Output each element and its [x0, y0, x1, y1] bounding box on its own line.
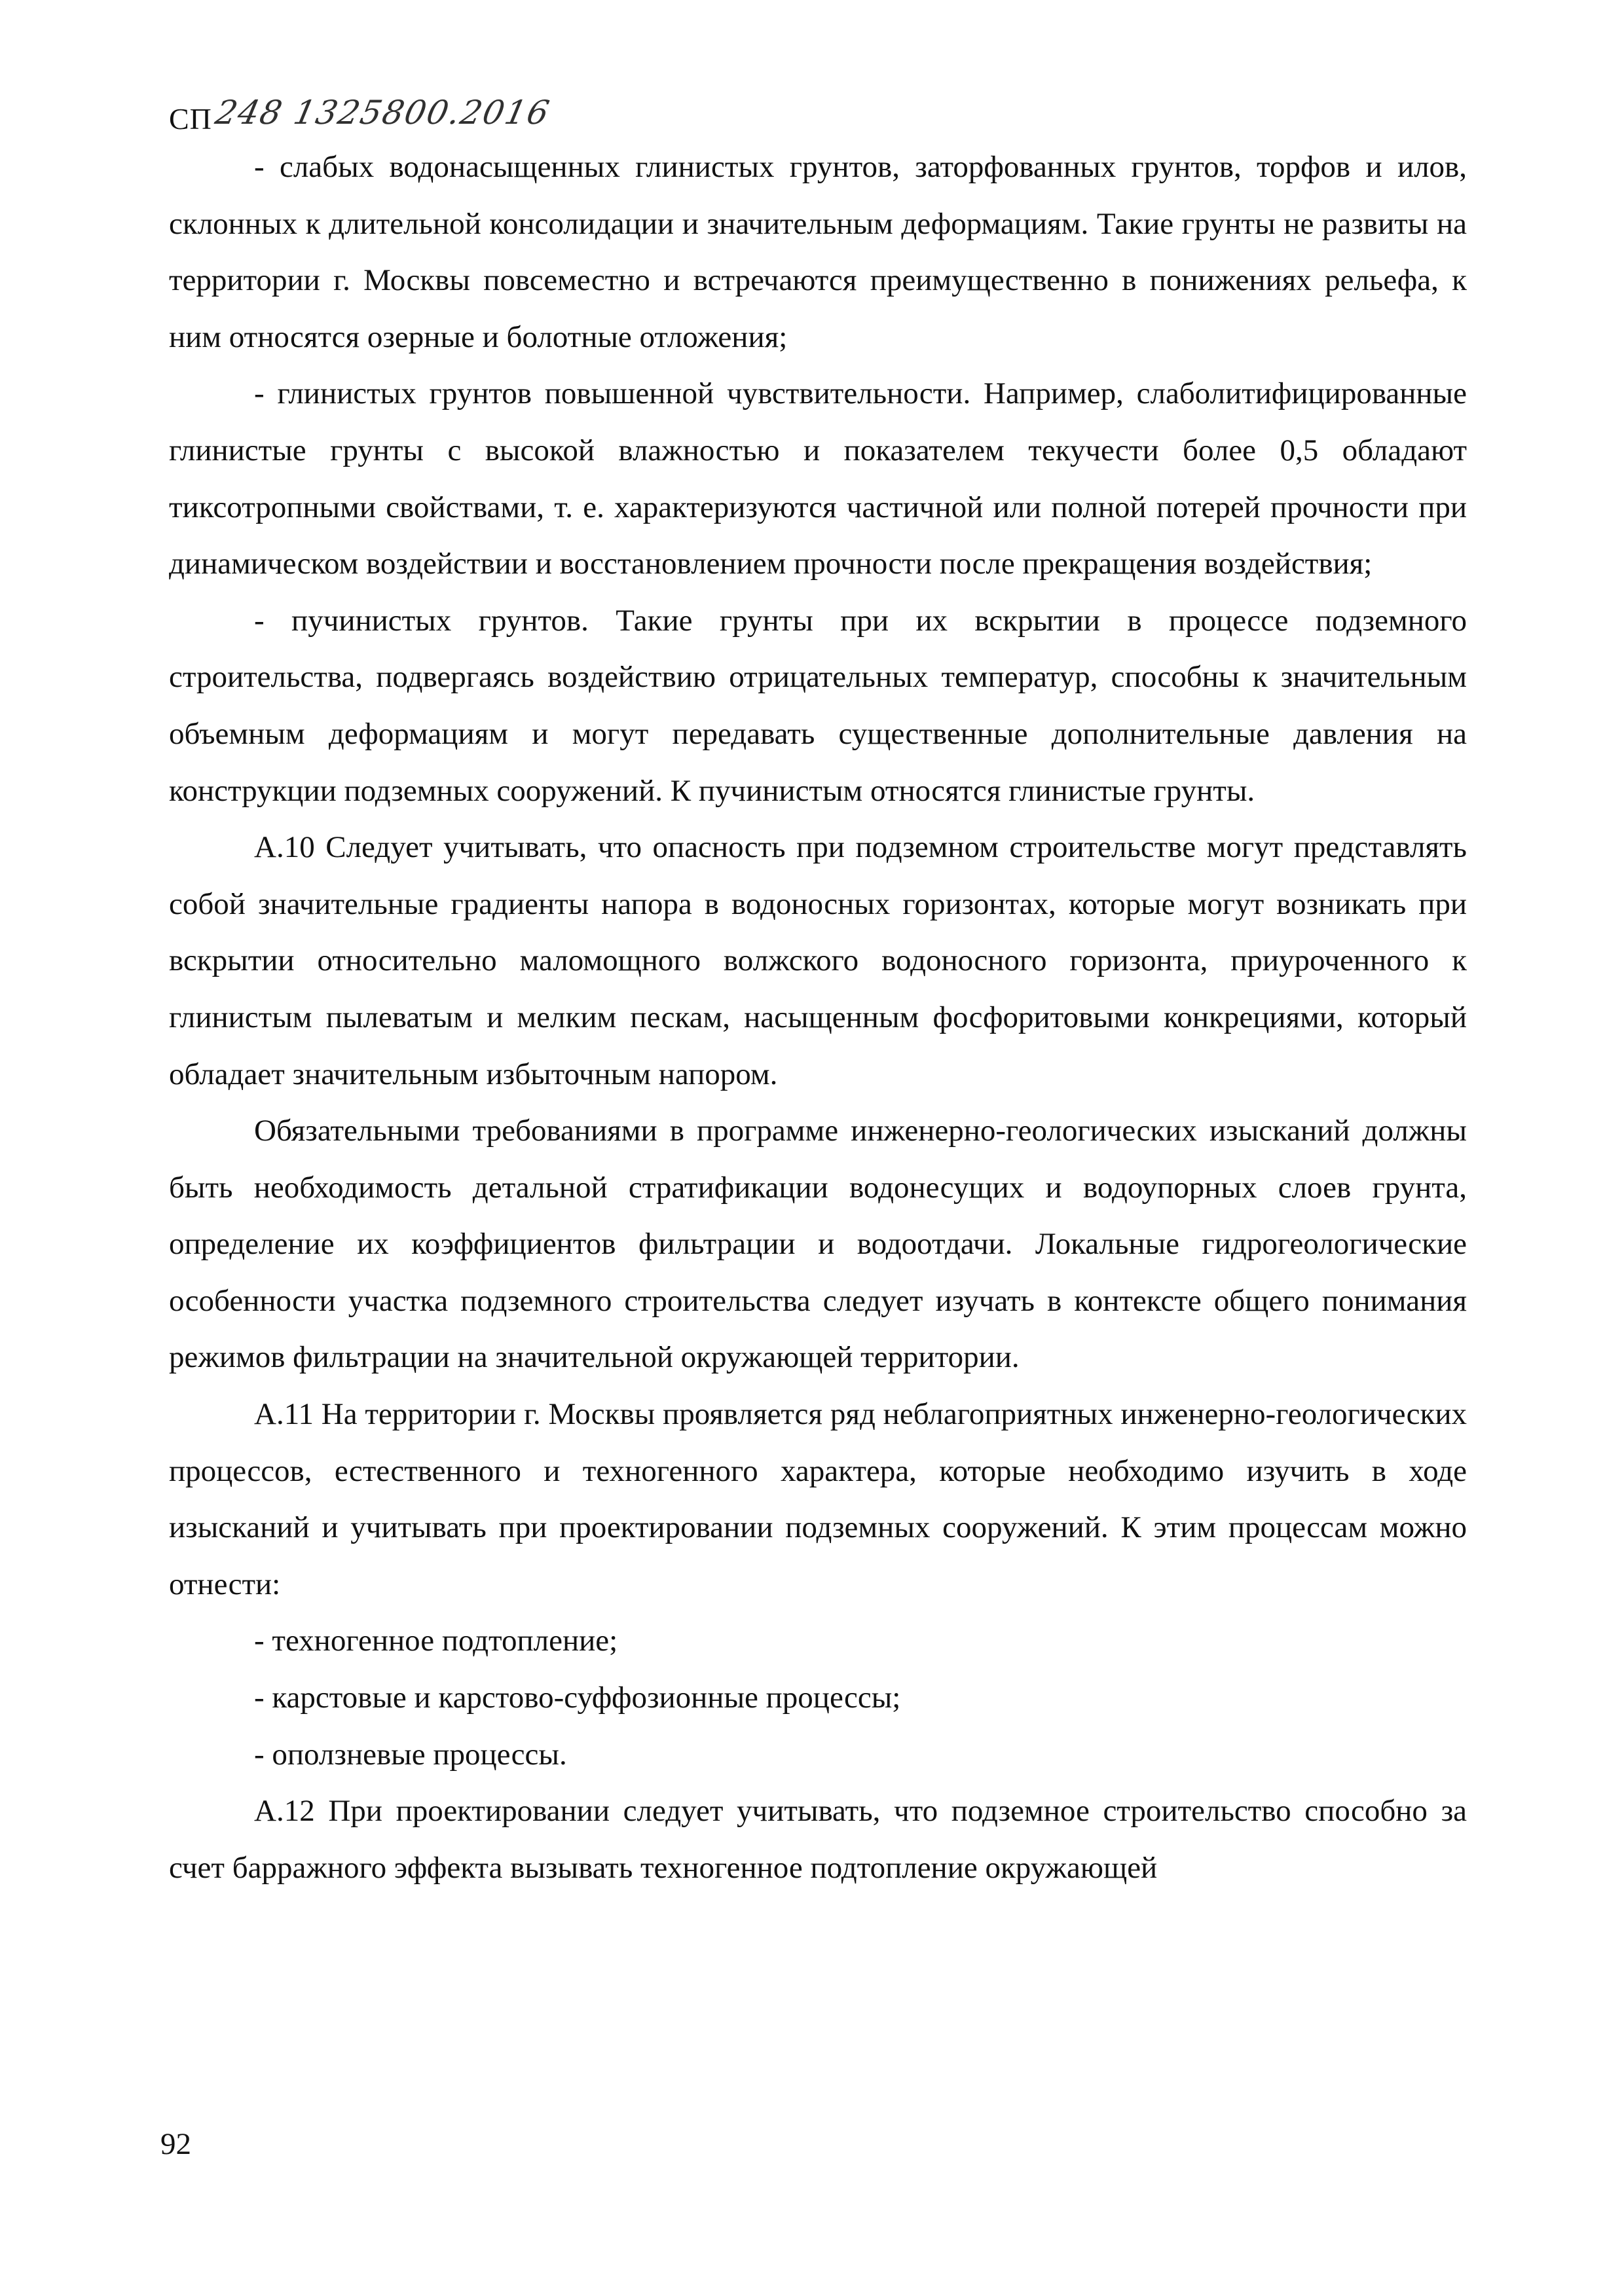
paragraph-mandatory-requirements: Обязательными требованиями в программе инженерно-геологических изысканий должны быть необходимость детальной стратификации водонесущих и водоупорных слоев грунта, определение их коэффициентов фильтрации и водоотдачи. Локальные гидрогеологические особенности участка подземного строительства следует изучать в контексте общего понимания режимов фильтрации на значительной окружающей территории.: [169, 1114, 1467, 1375]
paragraph-weak-soils: - слабых водонасыщенных глинистых грунтов, заторфованных грунтов, торфов и илов, склонных к длительной консолидации и значительным деформациям. Такие грунты не развиты на территории г. Москвы повсеместно и встречаются преимущественно в понижениях рельефа, к ним относятся озерные и болотные отложения;: [169, 150, 1467, 354]
paragraph-a11: А.11 На территории г. Москвы проявляется ряд неблагоприятных инженерно-геологических процессов, естественного и техногенного характера, которые необходимо изучить в ходе изысканий и учитывать при проектировании подземных сооружений. К этим процессам можно отнести:: [169, 1397, 1467, 1601]
list-item-flooding: - техногенное подтопление;: [254, 1624, 618, 1658]
paragraph-sensitive-clays: - глинистых грунтов повышенной чувствительности. Например, слаболитифицированные глинистые грунты с высокой влажностью и показателем текучести более 0,5 обладают тиксотропными свойствами, т. е. характеризуются частичной или полной потерей прочности при динамическом воздействии и восстановлением прочности после прекращения воздействия;: [169, 376, 1467, 581]
document-code-prefix: СП: [169, 102, 212, 136]
document-code-header: [169, 73, 554, 139]
paragraph-heaving-soils: - пучинистых грунтов. Такие грунты при их вскрытии в процессе подземного строительства, подвергаясь воздействию отрицательных температур, способны к значительным объемным деформациям и могут передавать существенные дополнительные давления на конструкции подземных сооружений. К пучинистым относятся глинистые грунты.: [169, 603, 1467, 808]
paragraph-a10: А.10 Следует учитывать, что опасность при подземном строительстве могут представлять собой значительные градиенты напора в водоносных горизонтах, которые могут возникать при вскрытии относительно маломощного волжского водоносного горизонта, приуроченного к глинистым пылеватым и мелким пескам, насыщенным фосфоритовыми конкрециями, который обладает значительным избыточным напором.: [169, 830, 1467, 1091]
page-body: [169, 139, 1467, 1896]
list-item-landslide: - оползневые процессы.: [254, 1737, 567, 1772]
paragraph-a12: А.12 При проектировании следует учитывать, что подземное строительство способно за счет барражного эффекта вызывать техногенное подтопление окружающей: [169, 1794, 1467, 1885]
handwritten-document-code: 248 1325800.2016: [212, 94, 554, 132]
page-number: 92: [160, 2127, 191, 2161]
list-item-karst: - карстовые и карстово-суффозионные процессы;: [254, 1681, 901, 1715]
